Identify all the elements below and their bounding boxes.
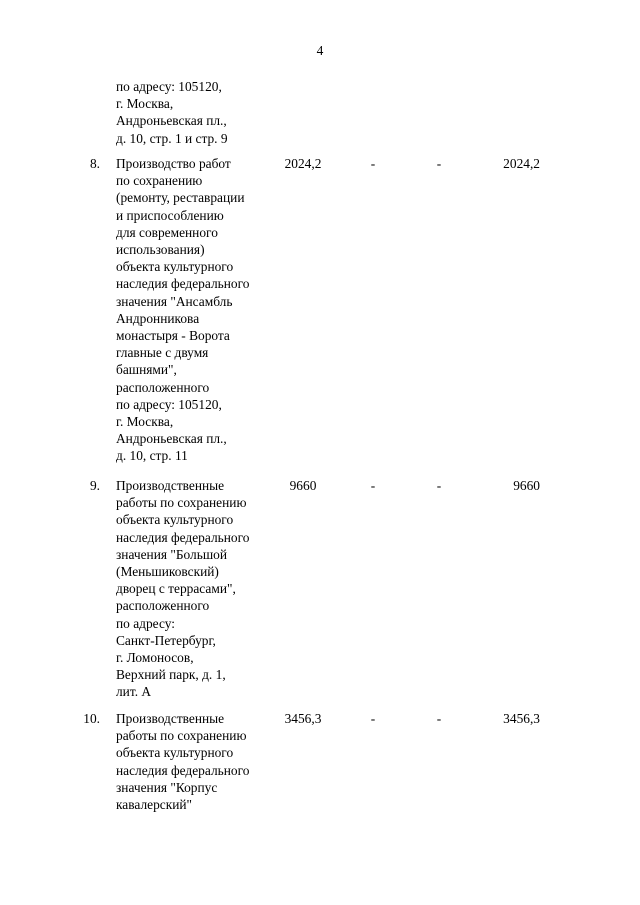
- description-line: главные с двумя: [116, 345, 209, 361]
- description-line: Верхний парк, д. 1,: [116, 667, 226, 683]
- cell-col4: 9660: [513, 478, 540, 493]
- description-line: значения "Корпус: [116, 779, 218, 795]
- description-line: наследия федерального: [116, 762, 250, 778]
- cell-col3: -: [436, 478, 442, 493]
- description-line: Производственные: [116, 478, 225, 493]
- row-description: [116, 155, 286, 465]
- continuation-line: по адресу: 105120,: [116, 79, 222, 94]
- continuation-line: Андроньевская пл.,: [116, 113, 227, 129]
- description-line: Производственные: [116, 711, 225, 726]
- description-line: (Меньшиковский): [116, 564, 219, 580]
- cell-col2: -: [370, 478, 376, 493]
- description-line: работы по сохранению: [116, 728, 247, 744]
- description-line: монастыря - Ворота: [116, 328, 230, 344]
- row-number: 10.: [83, 711, 100, 726]
- description-line: г. Ломоносов,: [116, 650, 194, 666]
- description-line: (ремонту, реставрации: [116, 190, 245, 206]
- description-line: Санкт-Петербург,: [116, 632, 216, 648]
- description-line: для современного: [116, 224, 218, 240]
- cell-col3: -: [436, 156, 442, 171]
- description-line: наследия федерального: [116, 529, 250, 545]
- cell-col2: -: [370, 156, 376, 171]
- description-line: башнями",: [116, 362, 177, 378]
- continuation-line: г. Москва,: [116, 96, 174, 112]
- description-line: объекта культурного: [116, 745, 234, 761]
- cell-col2: -: [370, 711, 376, 726]
- description-line: использования): [116, 242, 205, 258]
- description-line: и приспособлению: [116, 207, 224, 223]
- cell-col4: 3456,3: [503, 711, 540, 726]
- description-line: значения "Ансамбль: [116, 293, 233, 309]
- description-line: по адресу: 105120,: [116, 396, 222, 412]
- description-line: работы по сохранению: [116, 495, 247, 511]
- cell-col1: 3456,3: [284, 711, 322, 726]
- page-number: 4: [316, 43, 324, 58]
- continuation-line: д. 10, стр. 1 и стр. 9: [116, 130, 228, 146]
- description-line: расположенного: [116, 379, 210, 395]
- description-line: г. Москва,: [116, 414, 174, 430]
- description-line: дворец с террасами",: [116, 581, 236, 597]
- row-number: 9.: [89, 478, 100, 493]
- cell-col4: 2024,2: [503, 156, 540, 171]
- description-line: объекта культурного: [116, 259, 234, 275]
- description-line: значения "Большой: [116, 546, 228, 562]
- description-line: по адресу:: [116, 615, 175, 631]
- cell-col3: -: [436, 711, 442, 726]
- description-line: Андронникова: [116, 310, 200, 326]
- description-line: по сохранению: [116, 173, 203, 189]
- description-line: кавалерский": [116, 797, 193, 813]
- description-line: расположенного: [116, 598, 210, 614]
- row-number: 8.: [89, 156, 100, 171]
- continuation-text: [116, 78, 286, 147]
- description-line: Производство работ: [116, 156, 231, 171]
- description-line: д. 10, стр. 11: [116, 448, 188, 464]
- row-description: [116, 710, 286, 813]
- row-description: [116, 477, 286, 701]
- cell-col1: 2024,2: [284, 156, 322, 171]
- description-line: лит. А: [116, 684, 152, 700]
- description-line: Андроньевская пл.,: [116, 431, 227, 447]
- cell-col1: 9660: [289, 478, 317, 493]
- description-line: объекта культурного: [116, 512, 234, 528]
- description-line: наследия федерального: [116, 276, 250, 292]
